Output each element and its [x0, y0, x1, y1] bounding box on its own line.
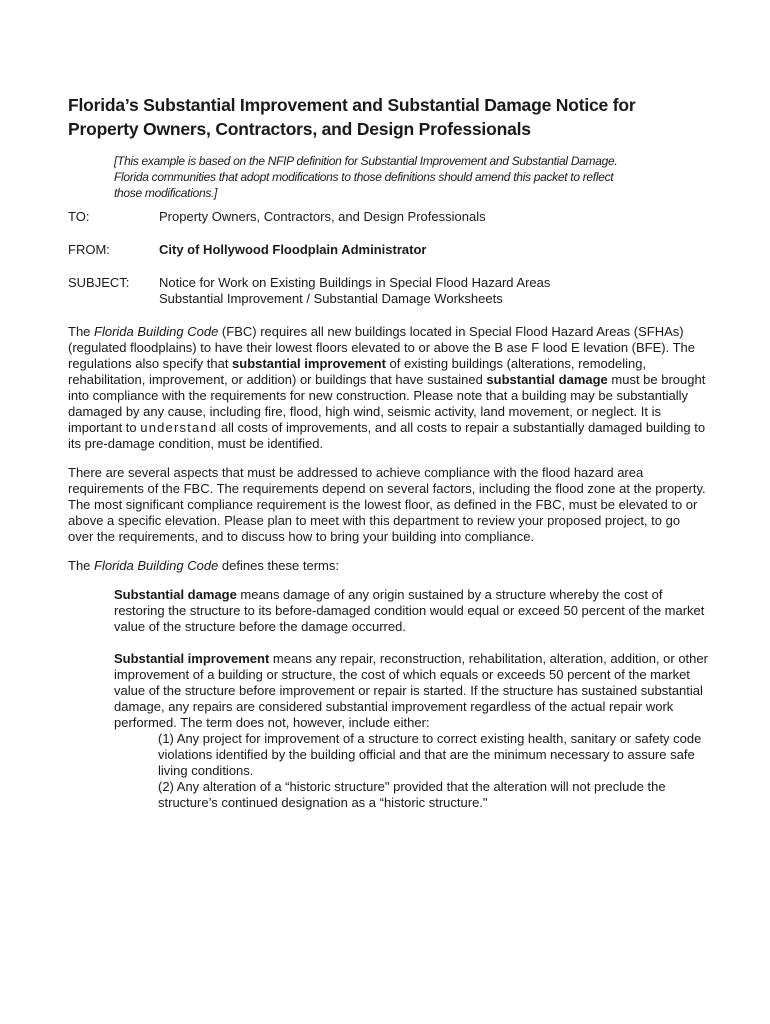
memo-subject-label: SUBJECT:	[68, 275, 130, 290]
definition-substantial-damage	[114, 587, 708, 635]
document-title	[68, 93, 708, 141]
definition-text: means damage of any origin sustained by a structure whereby the cost of restoring the structure to its before-damaged condition would equal or exceed 50 percent of the market value of the structure before the damage occurred.	[114, 587, 705, 634]
memo-from-row	[68, 242, 708, 258]
title-line-1: Florida’s Substantial Improvement and Substantial Damage Notice for	[68, 95, 636, 115]
memo-from-value: City of Hollywood Floodplain Administrator	[159, 242, 427, 257]
note-line-3: those modifications.]	[114, 186, 218, 200]
definition-text: means any repair, reconstruction, rehabilitation, alteration, addition, or other improvement of a building or structure, the cost of which equals or exceeds 50 percent of the market value of the structure before improvement or repair is started. If the structure has sustained substantial damage, any repairs are considered substantial improvement regardless of the actual repair work performed. The term does not, however, include either:	[114, 651, 708, 730]
paragraph-compliance-aspects: There are several aspects that must be addressed to achieve compliance with the flood hazard area requirements of the FBC. The requirements depend on several factors, including the flood zone at the property. The most significant compliance requirement is the lowest floor, as defined in the FBC, must be elevated to or above a specific elevation. Please plan to meet with this department to review your proposed project, to go over the requirements, and to discuss how to bring your building into compliance.	[68, 465, 706, 544]
definition-term: Substantial damage	[114, 587, 237, 602]
note-line-2: Florida communities that adopt modifications to those definitions should amend this packet to reflect	[114, 170, 614, 184]
memo-from-label: FROM:	[68, 242, 110, 257]
note-line-1: [This example is based on the NFIP definition for Substantial Improvement and Substantial Damage.	[114, 154, 618, 168]
word-understand: understand	[140, 420, 218, 435]
code-name: Florida Building Code	[94, 558, 219, 573]
subject-line-2: Substantial Improvement / Substantial Damage Worksheets	[159, 291, 503, 306]
memo-to-label: TO:	[68, 209, 90, 224]
memo-subject-row	[68, 275, 708, 307]
document-page	[68, 93, 708, 827]
definition-term: Substantial improvement	[114, 651, 270, 666]
paragraph-fbc-requirements: The Florida Building Code (FBC) requires all new buildings located in Special Flood Hazard Areas (SFHAs) (regulated floodplains) to have their lowest floors elevated to or above the B ase F lood E levation (BFE). The regulations also specify that substantial improvement of existing buildings (alterations, remodeling, rehabilitation, improvement, or addition) or buildings that have sustained substantial damage must be brought into compliance with the requirements for new construction. Please note that a building may be substantially damaged by any cause, including fire, flood, high wind, seismic activity, land movement, or neglect. It is important to understand all costs of improvements, and all costs to repair a substantially damaged building to its pre-damage condition, must be identified.	[68, 324, 706, 451]
memo-to-value: Property Owners, Contractors, and Design Professionals	[159, 209, 486, 224]
code-name: Florida Building Code	[94, 324, 219, 339]
term-substantial-damage: substantial damage	[486, 372, 608, 387]
title-line-2: Property Owners, Contractors, and Design Professionals	[68, 119, 531, 139]
definition-body	[114, 651, 708, 731]
paragraph-terms-intro: The Florida Building Code defines these terms:	[68, 558, 339, 573]
definition-substantial-improvement	[114, 651, 708, 811]
exception-item-1: (1) Any project for improvement of a structure to correct existing health, sanitary or safety code violations identified by the building official and that are the minimum necessary to assure safe living conditions.	[158, 731, 702, 778]
exception-item-2: (2) Any alteration of a “historic structure" provided that the alteration will not preclude the structure’s continued designation as a “historic structure."	[158, 779, 666, 810]
memo-to-row	[68, 209, 708, 225]
subject-line-1: Notice for Work on Existing Buildings in Special Flood Hazard Areas	[159, 275, 551, 290]
editorial-note	[114, 153, 708, 201]
memo-subject-value	[159, 275, 708, 307]
term-substantial-improvement: substantial improvement	[232, 356, 386, 371]
